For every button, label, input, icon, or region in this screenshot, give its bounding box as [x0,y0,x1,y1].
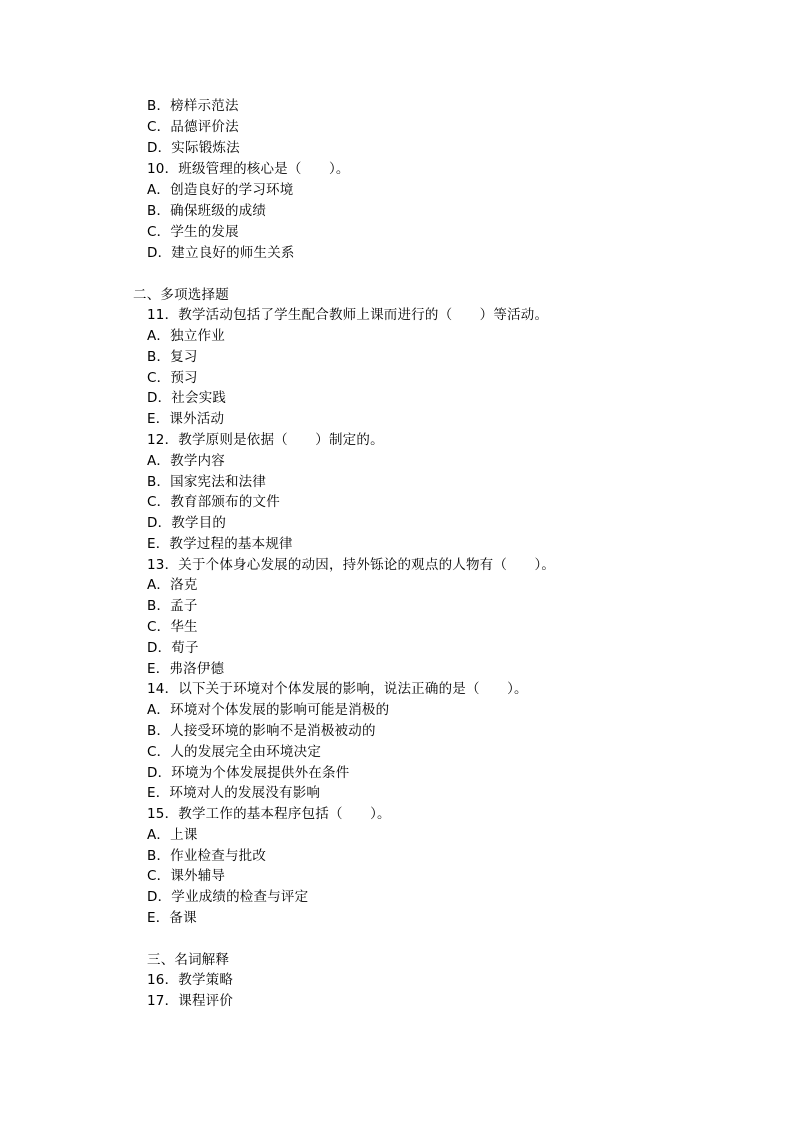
option-line: B．孟子 [147,598,198,614]
option-line: A．洛克 [147,577,198,593]
option-line: E．教学过程的基本规律 [147,536,293,552]
option-line: B．确保班级的成绩 [147,203,267,219]
question-line: 11．教学活动包括了学生配合教师上课而进行的（ ）等活动。 [147,307,549,323]
option-line: A．环境对个体发展的影响可能是消极的 [147,702,390,718]
option-line: E．备课 [147,910,197,926]
section-heading: 三、名词解释 [147,952,230,968]
option-line: C．课外辅导 [147,868,226,884]
option-line: D．教学目的 [147,515,227,531]
option-line: B．榜样示范法 [147,98,239,114]
option-line: B．人接受环境的影响不是消极被动的 [147,723,376,739]
option-line: A．创造良好的学习环境 [147,182,294,198]
option-line: A．独立作业 [147,328,225,344]
section-heading: 二、多项选择题 [133,287,229,303]
option-line: B．复习 [147,349,198,365]
option-line: C．品德评价法 [147,119,239,135]
option-line: E．课外活动 [147,411,225,427]
option-line: D．建立良好的师生关系 [147,245,295,261]
question-line: 12．教学原则是依据（ ）制定的。 [147,432,384,448]
option-line: A．教学内容 [147,453,225,469]
option-line: B．国家宪法和法律 [147,474,267,490]
question-line: 14．以下关于环境对个体发展的影响，说法正确的是（ ）。 [147,681,528,697]
question-line: 15．教学工作的基本程序包括（ ）。 [147,806,391,822]
option-line: E．弗洛伊德 [147,661,225,677]
option-line: D．实际锻炼法 [147,140,240,156]
option-line: C．人的发展完全由环境决定 [147,744,322,760]
option-line: D．荀子 [147,640,199,656]
option-line: E．环境对人的发展没有影响 [147,785,321,801]
option-line: D．社会实践 [147,390,227,406]
question-line: 16．教学策略 [147,972,234,988]
option-line: C．教育部颁布的文件 [147,494,280,510]
option-line: C．预习 [147,370,198,386]
option-line: D．学业成绩的检查与评定 [147,889,309,905]
question-line: 17．课程评价 [147,993,234,1009]
option-line: B．作业检查与批改 [147,848,267,864]
option-line: C．学生的发展 [147,224,239,240]
question-line: 13．关于个体身心发展的动因，持外铄论的观点的人物有（ ）。 [147,557,556,573]
option-line: A．上课 [147,827,198,843]
option-line: D．环境为个体发展提供外在条件 [147,765,350,781]
question-line: 10．班级管理的核心是（ ）。 [147,161,350,177]
option-line: C．华生 [147,619,198,635]
